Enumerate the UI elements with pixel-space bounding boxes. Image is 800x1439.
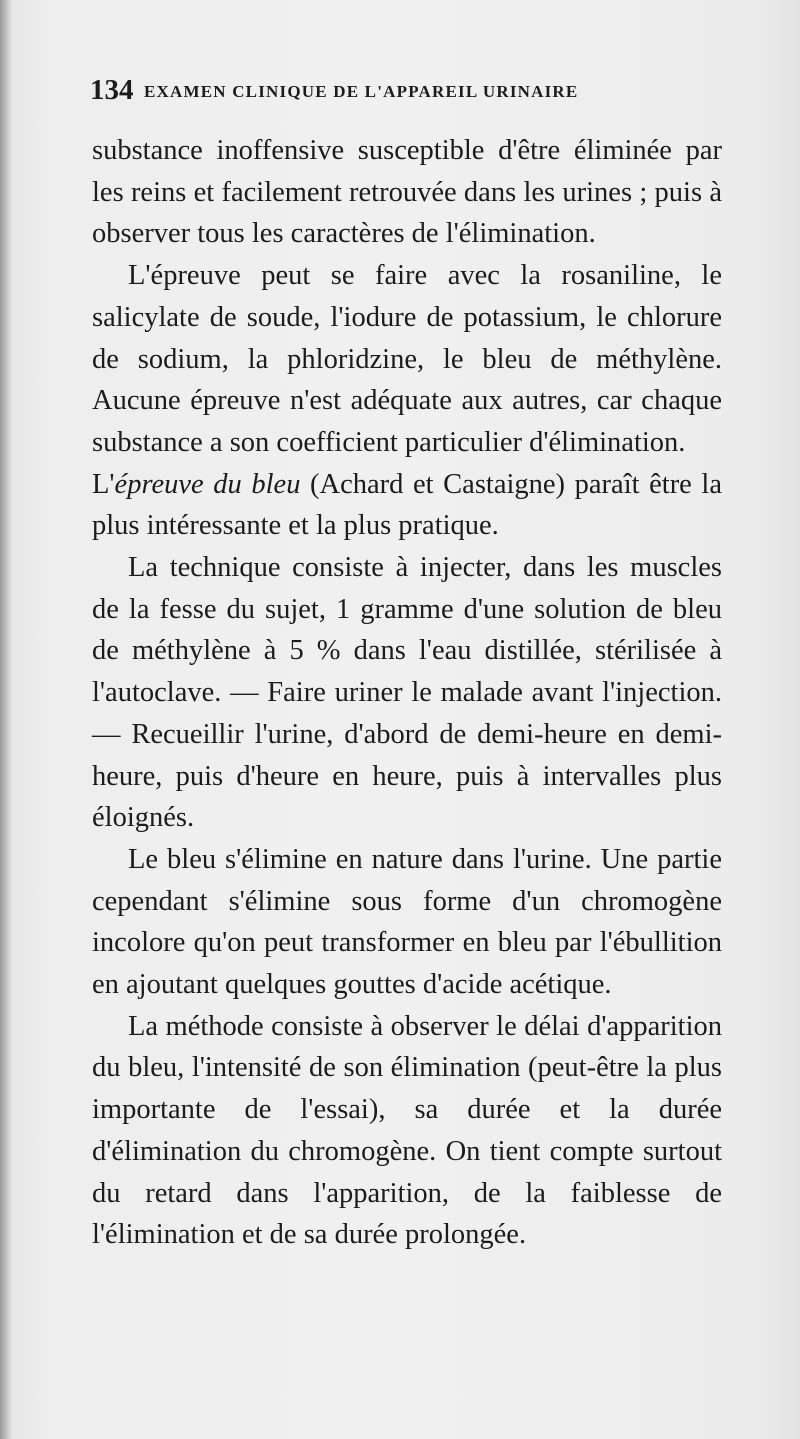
page-edge-shadow bbox=[0, 0, 12, 1439]
running-title: EXAMEN CLINIQUE DE L'APPAREIL URINAIRE bbox=[144, 82, 579, 101]
paragraph-5: Le bleu s'élimine en nature dans l'urine. Une partie cependant s'élimine sous forme d'un chromogène incolore qu'on peut transformer en bleu par l'ébullition en ajoutant quelques gouttes d'acide acétique. bbox=[92, 843, 722, 1001]
paragraph-3 bbox=[92, 464, 722, 547]
paragraph-6: La méthode consiste à observer le délai d'apparition du bleu, l'intensité de son élimination (peut-être la plus importante de l'essai), sa durée et la durée d'élimination du chromogène. On tient compte surtout du retard dans l'apparition, de la faiblesse de l'élimination et de sa durée prolongée. bbox=[92, 1010, 722, 1251]
paragraph-2: L'épreuve peut se faire avec la rosaniline, le salicylate de soude, l'iodure de potassium, le chlorure de sodium, la phloridzine, le bleu de méthylène. Aucune épreuve n'est adéquate aux autres, car chaque substance a son coefficient particulier d'élimination. bbox=[92, 260, 722, 458]
paragraph-4: La technique consiste à injecter, dans les muscles de la fesse du sujet, 1 gramme d'une solution de bleu de méthylène à 5 % dans l'eau distillée, stérilisée à l'autoclave. — Faire uriner le malade avant l'injection. — Recueillir l'urine, d'abord de demi-heure en demi-heure, puis d'heure en heure, puis à intervalles plus éloignés. bbox=[92, 552, 722, 834]
italic-term: épreuve du bleu bbox=[114, 468, 301, 500]
page-number: 134 bbox=[90, 74, 134, 106]
paragraph-3-rest: (Achard et Castaigne) paraît être la plus intéressante et la plus pratique. bbox=[92, 468, 722, 542]
paragraph-3-lead: L' bbox=[92, 468, 115, 500]
page-header bbox=[90, 72, 680, 112]
paragraph-1: substance inoffensive susceptible d'être éliminée par les reins et facilement retrouvée dans les urines ; puis à observer tous les caractères de l'élimination. bbox=[92, 135, 722, 250]
body-text bbox=[92, 130, 722, 1256]
